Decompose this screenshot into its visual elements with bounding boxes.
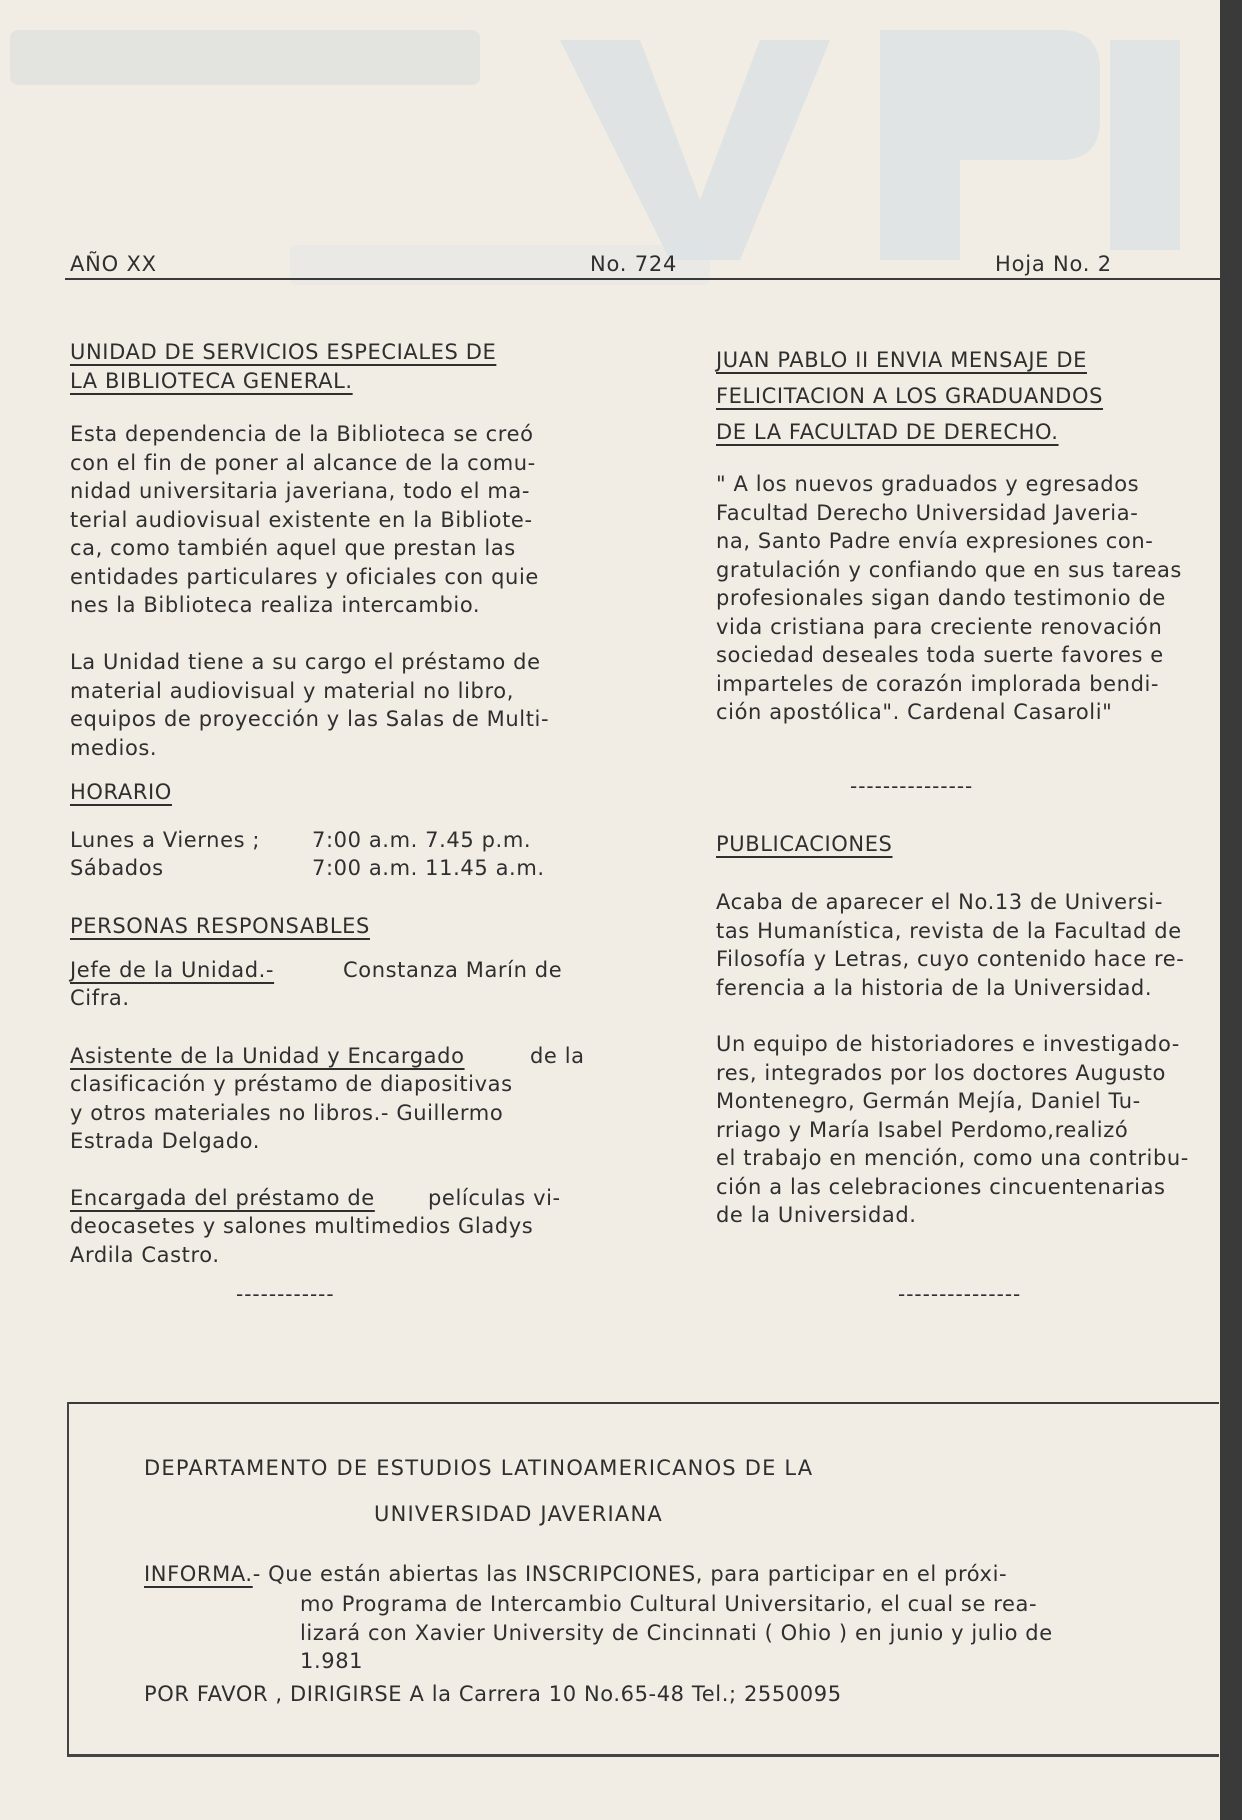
- horario-heading: HORARIO: [70, 780, 172, 804]
- right-separator-2: ---------------: [898, 1282, 1022, 1306]
- jefe-entry: [70, 956, 274, 985]
- left-intro-paragraph: Esta dependencia de la Biblioteca se creó con el fin de poner al alcance de la comu- nidad universitaria javeriana, todo el ma- terial audiovisual existente en la Bibliote- ca, como también aquel que prestan las entidades particulares y oficiales con quie nes la Biblioteca realiza intercambio.: [70, 422, 539, 617]
- informa-entry: [144, 1560, 1007, 1589]
- jefe-name: Constanza Marín de: [343, 958, 563, 982]
- asistente-description: clasificación y préstamo de diapositivas y otros materiales no libros.- Guillermo Estrada Delgado.: [70, 1072, 513, 1153]
- schedule-row: [70, 826, 260, 855]
- schedule-hours: 7:00 a.m. 11.45 a.m.: [312, 856, 545, 880]
- announcement-title-cont: UNIVERSIDAD JAVERIANA: [374, 1502, 663, 1526]
- left-title-line: UNIDAD DE SERVICIOS ESPECIALES DE: [70, 340, 497, 364]
- right-separator-1: ---------------: [850, 774, 974, 798]
- asistente-entry: [70, 1042, 465, 1071]
- announcement-box-left-border: [67, 1402, 69, 1756]
- header-rule: [65, 278, 1225, 280]
- left-unit-paragraph: La Unidad tiene a su cargo el préstamo de material audiovisual y material no libro, equipos de proyección y las Salas de Multi- medios.: [70, 650, 550, 760]
- contact-line: POR FAVOR , DIRIGIRSE A la Carrera 10 No.65-48 Tel.; 2550095: [144, 1682, 842, 1706]
- personas-heading: PERSONAS RESPONSABLES: [70, 914, 370, 938]
- asistente-role: Asistente de la Unidad y Encargado: [70, 1044, 465, 1068]
- page-edge-shadow: [1220, 0, 1242, 1820]
- sheet-number: Hoja No. 2: [995, 252, 1112, 276]
- right-title-line: DE LA FACULTAD DE DERECHO.: [716, 420, 1059, 444]
- publicaciones-paragraph-2: Un equipo de historiadores e investigado- res, integrados por los doctores Augusto Montenegro, Germán Mejía, Daniel Tu- rriago y María Isabel Perdomo,realizó el trabajo en mención, como una contribu- ción a las celebraciones cincuentenarias de la Universidad.: [716, 1032, 1189, 1227]
- publicaciones-heading: PUBLICACIONES: [716, 832, 893, 856]
- jefe-name-cont: Cifra.: [70, 986, 130, 1010]
- left-title-line: LA BIBLIOTECA GENERAL.: [70, 368, 353, 393]
- informa-text: - Que están abiertas las INSCRIPCIONES, para participar en el próxi-: [252, 1562, 1008, 1586]
- schedule-row: [70, 854, 164, 883]
- year-label: AÑO XX: [70, 252, 157, 276]
- right-title-line: FELICITACION A LOS GRADUANDOS: [716, 384, 1104, 408]
- issue-number: No. 724: [590, 252, 678, 276]
- masthead-logo-watermark: [0, 0, 1242, 330]
- right-article-title: [716, 342, 1103, 450]
- publicaciones-paragraph-1: Acaba de aparecer el No.13 de Universi- tas Humanística, revista de la Facultad de Filosofía y Letras, cuyo contenido hace re- ferencia a la historia de la Universidad.: [716, 890, 1185, 1000]
- right-title-line: JUAN PABLO II ENVIA MENSAJE DE: [716, 348, 1087, 372]
- informa-continuation: mo Programa de Intercambio Cultural Universitario, el cual se rea- lizará con Xavier University de Cincinnati ( Ohio ) en junio y julio de 1.981: [300, 1592, 1053, 1673]
- encargada-role: Encargada del préstamo de: [70, 1186, 375, 1210]
- schedule-day: Lunes a Viernes ;: [70, 828, 261, 852]
- schedule-day: Sábados: [70, 856, 164, 880]
- jefe-role: Jefe de la Unidad.-: [70, 958, 275, 982]
- papal-message: " A los nuevos graduados y egresados Facultad Derecho Universidad Javeria- na, Santo Padre envía expresiones con- gratulación y confiando que en sus tareas profesionales sigan dando testimonio de vida cristiana para creciente renovación sociedad deseales toda suerte favores e imparteles de corazón implorada bendi- ción apostólica". Cardenal Casaroli": [716, 472, 1182, 724]
- left-separator: ------------: [236, 1282, 335, 1306]
- announcement-box-top-border: [67, 1402, 1219, 1404]
- encargada-text: películas vi-: [428, 1186, 561, 1210]
- schedule-hours: 7:00 a.m. 7.45 p.m.: [312, 828, 532, 852]
- left-article-title: [70, 338, 496, 395]
- encargada-entry: [70, 1184, 375, 1213]
- informa-label: INFORMA.: [144, 1562, 253, 1586]
- announcement-box-bottom-border: [67, 1754, 1219, 1757]
- announcement-title: DEPARTAMENTO DE ESTUDIOS LATINOAMERICANOS DE LA: [144, 1456, 814, 1480]
- asistente-text: de la: [530, 1044, 585, 1068]
- encargada-description: deocasetes y salones multimedios Gladys Ardila Castro.: [70, 1214, 534, 1267]
